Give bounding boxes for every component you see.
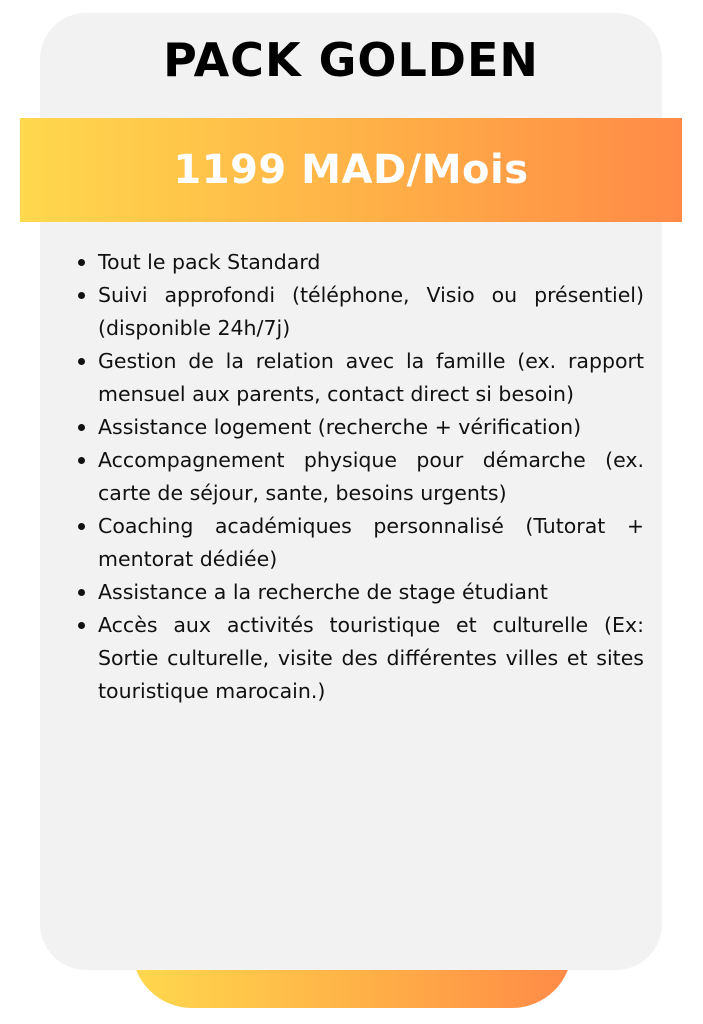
bullet-icon: [78, 589, 85, 596]
bullet-icon: [78, 622, 85, 629]
feature-text: Gestion de la relation avec la famille (ex. rapport mensuel aux parents, contact direct si besoin): [98, 349, 644, 406]
bullet-icon: [78, 523, 85, 530]
price-banner: [20, 118, 682, 222]
feature-text: Tout le pack Standard: [98, 250, 321, 274]
feature-text: Accompagnement physique pour démarche (ex. carte de séjour, sante, besoins urgents): [98, 448, 644, 505]
feature-item: [98, 411, 644, 444]
feature-text: Accès aux activités touristique et culturelle (Ex: Sortie culturelle, visite des différentes villes et sites touristique marocain.): [98, 613, 644, 703]
feature-list: [98, 246, 644, 708]
feature-text: Assistance a la recherche de stage étudiant: [98, 580, 548, 604]
feature-item: [98, 246, 644, 279]
bullet-icon: [78, 424, 85, 431]
feature-text: Suivi approfondi (téléphone, Visio ou présentiel) (disponible 24h/7j): [98, 283, 644, 340]
price-label: 1199 MAD/Mois: [173, 147, 529, 193]
feature-item: [98, 609, 644, 708]
feature-text: Assistance logement (recherche + vérification): [98, 415, 582, 439]
bullet-icon: [78, 457, 85, 464]
bullet-icon: [78, 292, 85, 299]
bullet-icon: [78, 358, 85, 365]
feature-item: [98, 345, 644, 411]
feature-item: [98, 510, 644, 576]
feature-text: Coaching académiques personnalisé (Tutorat + mentorat dédiée): [98, 514, 644, 571]
feature-item: [98, 279, 644, 345]
pack-title: PACK GOLDEN: [163, 33, 539, 87]
feature-item: [98, 576, 644, 609]
bullet-icon: [78, 259, 85, 266]
feature-item: [98, 444, 644, 510]
